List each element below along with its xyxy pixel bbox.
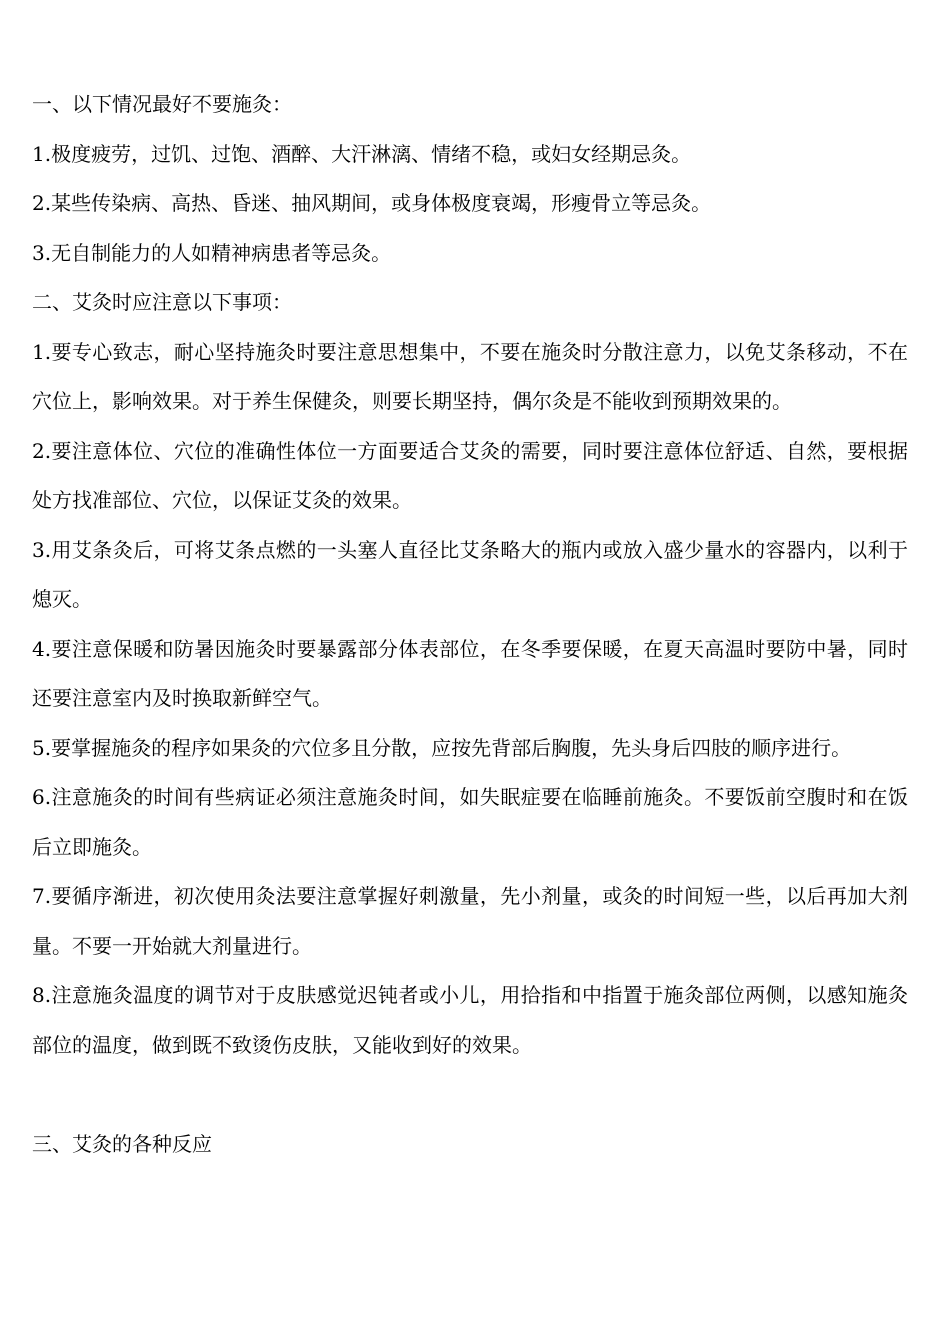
list-item: 3.无自制能力的人如精神病患者等忌灸。	[32, 240, 392, 265]
section-heading: 三、艾灸的各种反应	[32, 1131, 212, 1156]
list-item: 2.要注意体位、穴位的准确性体位一方面要适合艾灸的需要，同时要注意体位舒适、自然，要根据处方找准部位、穴位，以保证艾灸的效果。	[32, 438, 908, 512]
list-item: 4.要注意保暖和防暑因施灸时要暴露部分体表部位，在冬季要保暖，在夏天高温时要防中暑，同时还要注意室内及时换取新鲜空气。	[32, 636, 908, 710]
list-item: 1.极度疲劳，过饥、过饱、酒醉、大汗淋漓、情绪不稳，或妇女经期忌灸。	[32, 141, 692, 166]
section-spacer	[32, 1070, 908, 1120]
list-item: 6.注意施灸的时间有些病证必须注意施灸时间，如失眠症要在临睡前施灸。不要饭前空腹时和在饭后立即施灸。	[32, 785, 908, 859]
list-item: 1.要专心致志，耐心坚持施灸时要注意思想集中，不要在施灸时分散注意力，以免艾条移动，不在穴位上，影响效果。对于养生保健灸，则要长期坚持，偶尔灸是不能收到预期效果的。	[32, 339, 908, 413]
section-heading: 一、以下情况最好不要施灸：	[32, 92, 292, 116]
document-page	[32, 80, 908, 1169]
list-item: 7.要循序渐进，初次使用灸法要注意掌握好刺激量，先小剂量，或灸的时间短一些，以后再加大剂量。不要一开始就大剂量进行。	[32, 884, 908, 958]
list-item: 3.用艾条灸后，可将艾条点燃的一头塞人直径比艾条略大的瓶内或放入盛少量水的容器内，以利于熄灭。	[32, 537, 908, 611]
list-item: 5.要掌握施灸的程序如果灸的穴位多且分散，应按先背部后胸腹，先头身后四肢的顺序进行。	[32, 735, 852, 760]
section-heading: 二、艾灸时应注意以下事项：	[32, 290, 292, 314]
list-item: 8.注意施灸温度的调节对于皮肤感觉迟钝者或小儿，用拾指和中指置于施灸部位两侧，以感知施灸部位的温度，做到既不致烫伤皮肤，又能收到好的效果。	[32, 983, 908, 1057]
list-item: 2.某些传染病、高热、昏迷、抽风期间，或身体极度衰竭，形瘦骨立等忌灸。	[32, 191, 712, 215]
